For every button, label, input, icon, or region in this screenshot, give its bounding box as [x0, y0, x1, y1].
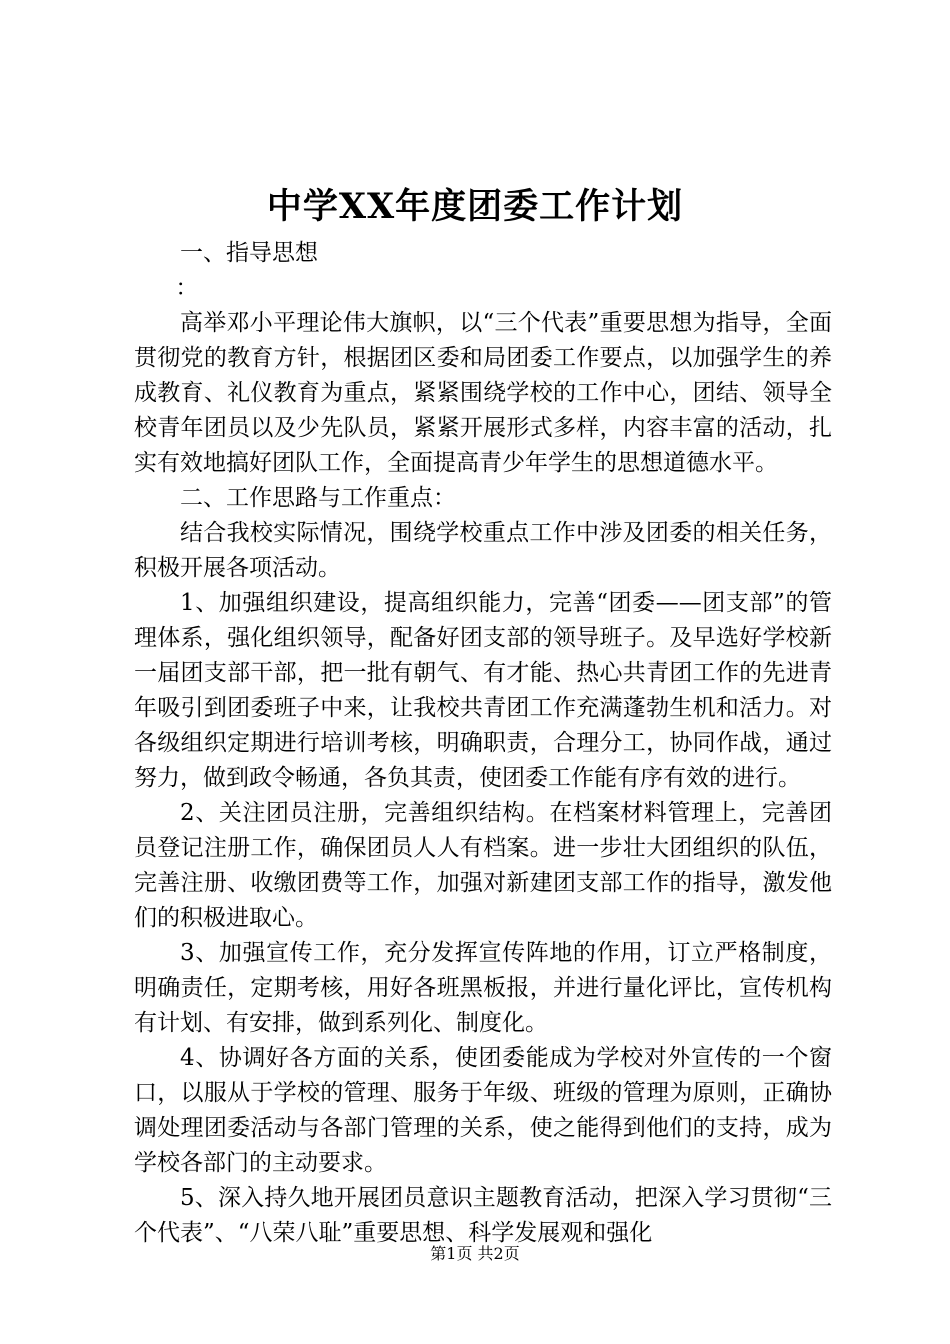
page-footer: 第1页 共2页	[430, 1244, 520, 1263]
document-body	[134, 236, 832, 1251]
paragraph-item-4: 4、协调好各方面的关系，使团委能成为学校对外宣传的一个窗口，以服从于学校的管理、服务于年级、班级的管理为原则，正确协调处理团委活动与各部门管理的关系，使之能得到他们的支持，成为学校各部门的主动要求。	[134, 1045, 832, 1176]
paragraph-item-1: 1、加强组织建设，提高组织能力，完善“团委——团支部”的管理体系，强化组织领导，配备好团支部的领导班子。及早选好学校新一届团支部干部，把一批有朝气、有才能、热心共青团工作的先进青年吸引到团委班子中来，让我校共青团工作充满蓬勃生机和活力。对各级组织定期进行培训考核，明确职责，合理分工，协同作战，通过努力，做到政令畅通，各负其责，使团委工作能有序有效的进行。	[134, 590, 832, 791]
document-title: 中学XX年度团委工作计划	[266, 186, 684, 227]
paragraph-guiding-content: 高举邓小平理论伟大旗帜，以“三个代表”重要思想为指导，全面贯彻党的教育方针，根据团区委和局团委工作要点，以加强学生的养成教育、礼仪教育为重点，紧紧围绕学校的工作中心，团结、领导全校青年团员以及少先队员，紧紧开展形式多样，内容丰富的活动，扎实有效地搞好团队工作，全面提高青少年学生的思想道德水平。	[134, 310, 832, 476]
paragraph-colon: ：	[175, 275, 199, 301]
section-heading-guiding-thought: 一、指导思想	[180, 240, 318, 266]
paragraph-item-5: 5、深入持久地开展团员意识主题教育活动，把深入学习贯彻“三个代表”、“八荣八耻”重要思想、科学发展观和强化	[134, 1185, 832, 1246]
paragraph-item-3: 3、加强宣传工作，充分发挥宣传阵地的作用，订立严格制度，明确责任，定期考核，用好各班黑板报，并进行量化评比，宣传机构有计划、有安排，做到系列化、制度化。	[134, 940, 832, 1036]
paragraph-work-intro: 结合我校实际情况，围绕学校重点工作中涉及团委的相关任务，积极开展各项活动。	[134, 520, 832, 581]
paragraph-item-2: 2、关注团员注册，完善组织结构。在档案材料管理上，完善团员登记注册工作，确保团员人人有档案。进一步壮大团组织的队伍，完善注册、收缴团费等工作，加强对新建团支部工作的指导，激发他们的积极进取心。	[134, 800, 832, 931]
section-heading-work-focus: 二、工作思路与工作重点：	[180, 485, 456, 511]
